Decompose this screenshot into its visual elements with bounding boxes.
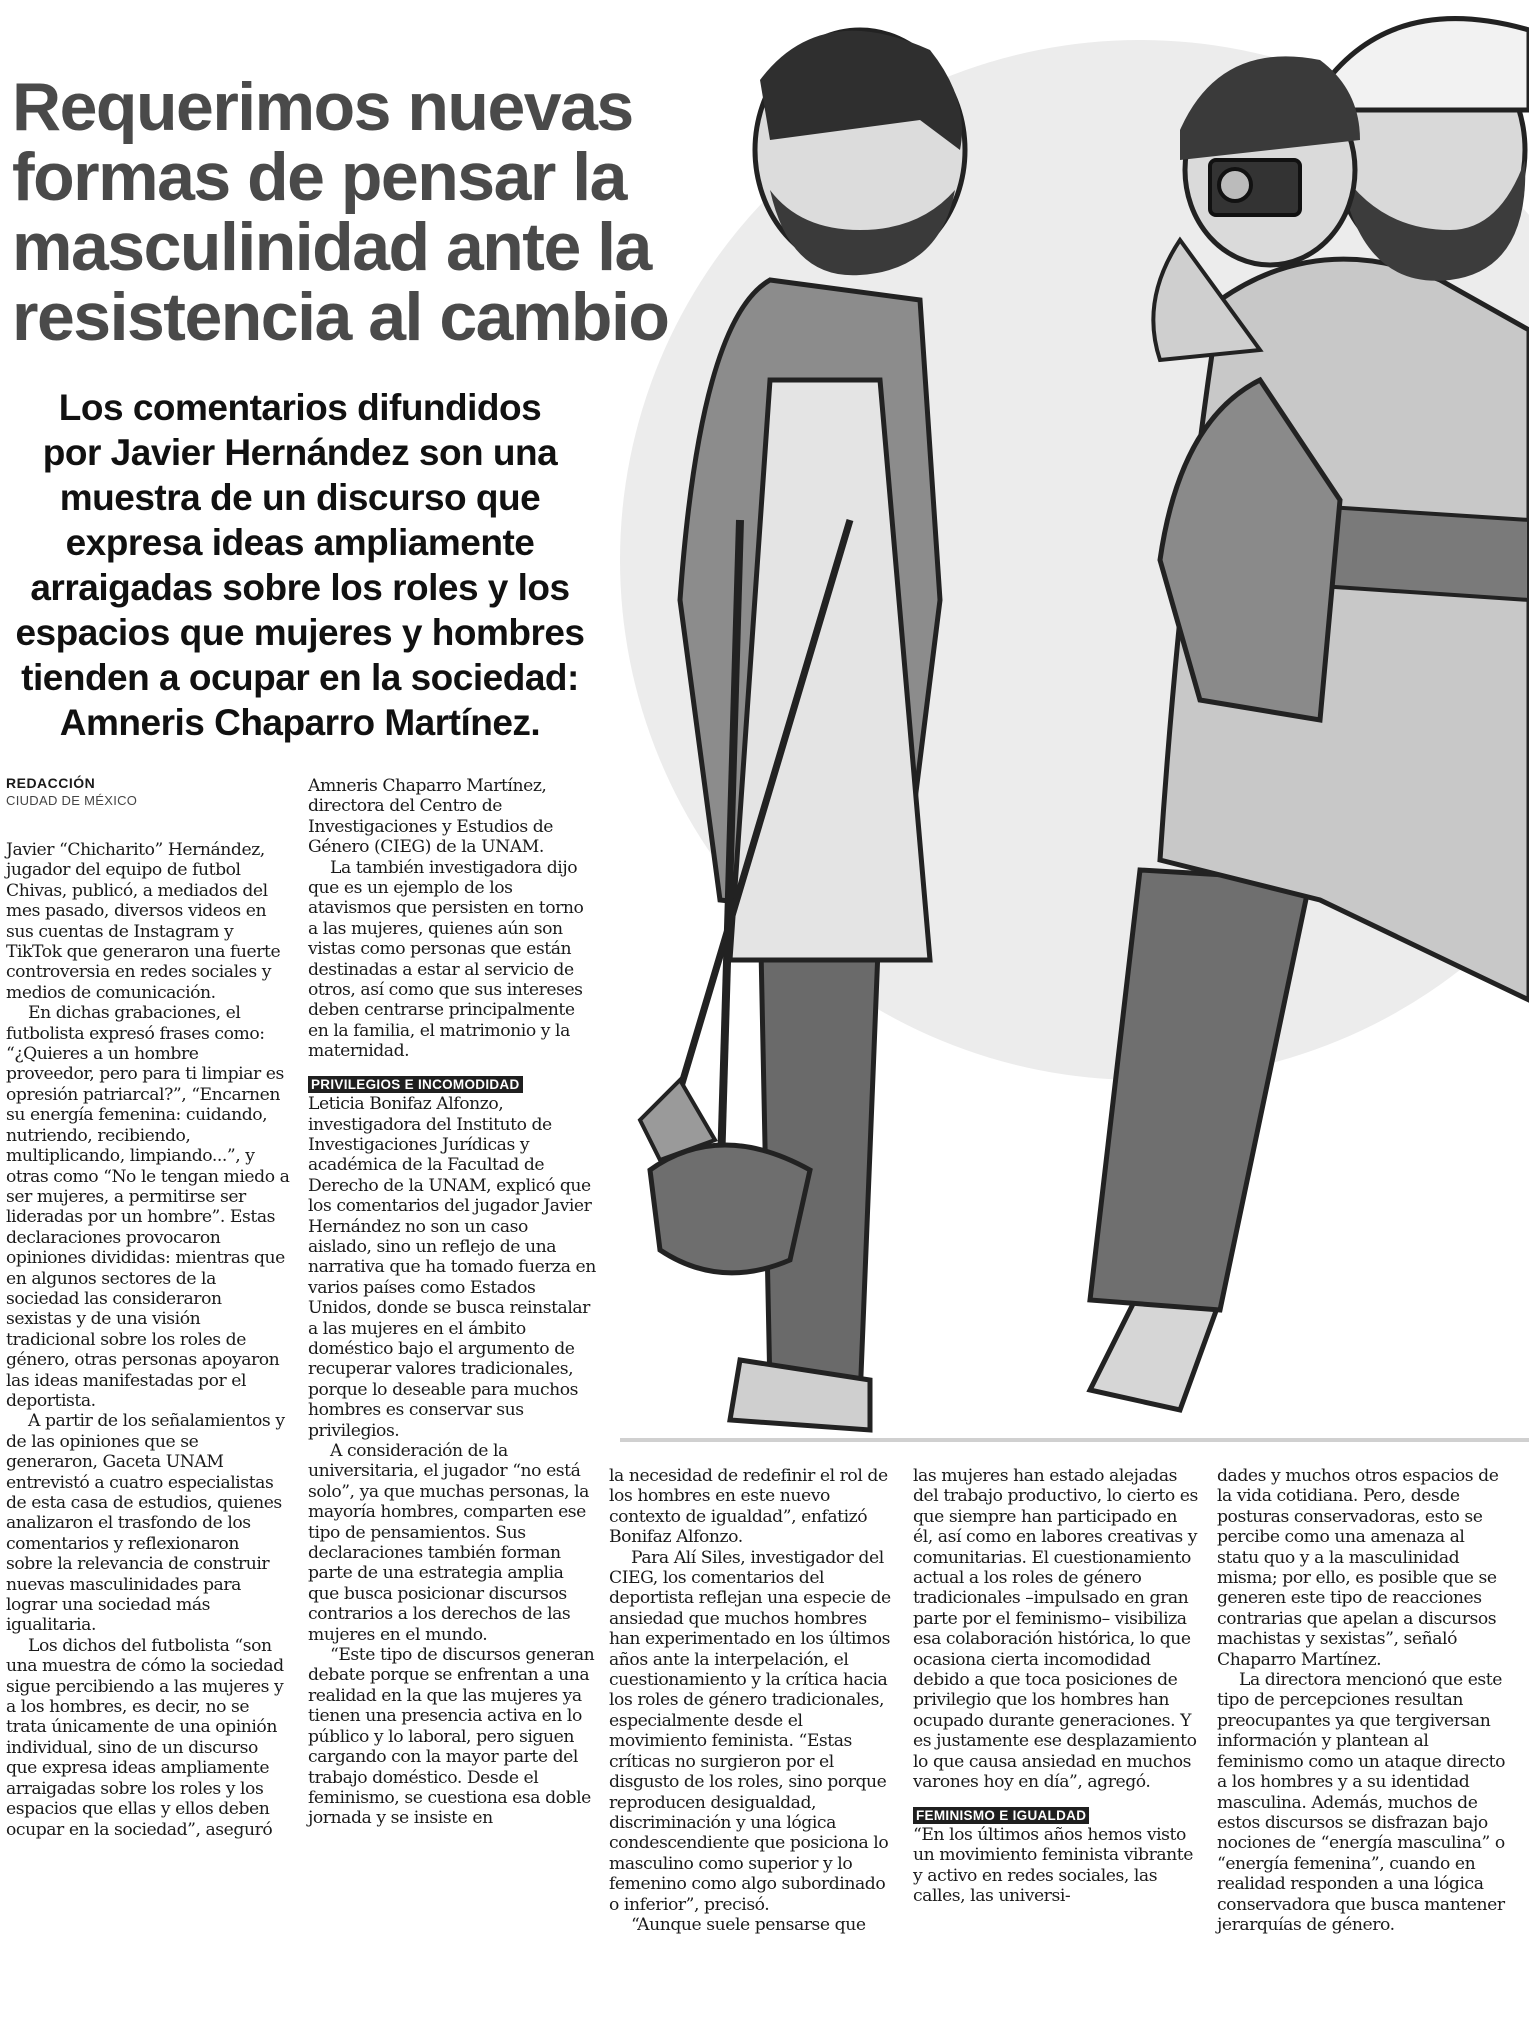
headline xyxy=(12,69,669,355)
subhead-line: espacios que mujeres y hombres xyxy=(15,612,585,653)
illustration-men-domestic-roles xyxy=(620,0,1529,1460)
subhead-line: arraigadas sobre los roles y los xyxy=(30,567,570,608)
subhead-line: expresa ideas ampliamente xyxy=(65,522,535,563)
headline-line: resistencia al cambio xyxy=(12,279,669,355)
subhead-line: tienden a ocupar en la sociedad: xyxy=(21,657,579,698)
article-column-4 xyxy=(913,1466,1201,1907)
article-column-5 xyxy=(1217,1466,1507,1935)
subhead-line: muestra de un discurso que xyxy=(59,477,541,518)
paragraph: Los dichos del futbolista “son una muestra de cómo la sociedad sigue percibiendo a las mujeres y a los hombres, es decir, no se trata únicamente de una opinión individual, sino de un discurso que expresa ideas ampliamente arraigadas sobre los roles y los espacios que ellas y ellos deben ocupar en la sociedad”, aseguró xyxy=(6,1635,284,1840)
headline-line: masculinidad ante la xyxy=(12,209,651,285)
subheadline xyxy=(0,385,600,745)
subhead-line: Los comentarios difundidos xyxy=(58,387,542,428)
paragraph: las mujeres han estado alejadas del trabajo productivo, lo cierto es que siempre han participado en él, así como en labores creativas y comunitarias. El cuestionamiento actual a los roles de género tradicionales –impulsado en gran parte por el feminismo– visibiliza esa colaboración histórica, lo que ocasiona cierta incomodidad debido a que toca posiciones de privilegio que los hombres han ocupado durante generaciones. Y es justamente ese desplazamiento lo que causa ansiedad en muchos varones hoy en día”, agregó. xyxy=(913,1466,1198,1793)
paragraph: Para Alí Siles, investigador del CIEG, los comentarios del deportista reflejan una especie de ansiedad que muchos hombres han experimentado en los últimos años ante la interpelación, el cuestionamiento y la crítica hacia los roles de género tradicionales, especialmente desde el movimiento feminista. “Estas críticas no surgieron por el disgusto de los roles, sino porque reproducen desigualdad, discriminación y una lógica condescendiente que posiciona lo masculino como superior y lo femenino como algo subordinado o inferior”, precisó. xyxy=(609,1547,891,1915)
paragraph: A partir de los señalamientos y de las opiniones que se generaron, Gaceta UNAM entrevistó a cuatro especialistas de esta casa de estudios, quienes analizaron el trasfondo de los comentarios y reflexionaron sobre la relevancia de construir nuevas masculinidades para lograr una sociedad más igualitaria. xyxy=(6,1411,285,1636)
section-heading: PRIVILEGIOS E INCOMODIDAD xyxy=(308,1076,523,1093)
paragraph: “Aunque suele pensarse que xyxy=(631,1914,866,1935)
byline xyxy=(6,775,296,808)
article-column-2 xyxy=(308,776,596,1829)
paragraph: “Este tipo de discursos generan debate porque se enfrentan a una realidad en la que las mujeres ya tienen una presencia activa en lo público y lo laboral, pero siguen cargando con la mayor parte del trabajo doméstico. Desde el feminismo, se cuestiona esa doble jornada y se insiste en xyxy=(308,1645,595,1829)
paragraph: Leticia Bonifaz Alfonzo, investigadora del Instituto de Investigaciones Jurídicas y académica de la Facultad de Derecho de la UNAM, explicó que los comentarios del jugador Javier Hernández no son un caso aislado, sino un reflejo de una narrativa que ha tomado fuerza en varios países como Estados Unidos, donde se busca reinstalar a las mujeres en el ámbito doméstico bajo el argumento de recuperar valores tradicionales, porque lo deseable para muchos hombres es conservar sus privilegios. xyxy=(308,1094,596,1441)
section-heading: FEMINISMO E IGUALDAD xyxy=(913,1807,1089,1824)
byline-author: REDACCIÓN xyxy=(6,775,96,791)
subhead-line: por Javier Hernández son una xyxy=(42,432,558,473)
subhead-line: Amneris Chaparro Martínez. xyxy=(59,702,541,743)
paragraph: La también investigadora dijo que es un ejemplo de los atavismos que persisten en torno a las mujeres, quienes aún son vistas como personas que están destinadas a estar al servicio de otros, así como que sus intereses deben centrarse principalmente en la familia, el matrimonio y la maternidad. xyxy=(308,857,584,1062)
paragraph: En dichas grabaciones, el futbolista expresó frases como: “¿Quieres a un hombre proveedor, pero para ti limpiar es opresión patriarcal?”, “Encarnen su energía femenina: cuidando, nutriendo, recibiendo, multiplicando, limpiando...”, y otras como “No le tengan miedo a ser mujeres, a permitirse ser lideradas por un hombre”. Estas declaraciones provocaron opiniones divididas: mientras que en algunos sectores de la sociedad las consideraron sexistas y de una visión tradicional sobre los roles de género, otras personas apoyaron las ideas manifestadas por el deportista. xyxy=(6,1003,290,1411)
paragraph: Amneris Chaparro Martínez, directora del Centro de Investigaciones y Estudios de Género (CIEG) de la UNAM. xyxy=(308,776,553,858)
headline-line: formas de pensar la xyxy=(12,139,626,215)
paragraph: A consideración de la universitaria, el jugador “no está solo”, ya que muchas personas, la mayoría hombres, comparten ese tipo de pensamientos. Sus declaraciones también forman parte de una estrategia amplia que busca posicionar discursos contrarios a los derechos de las mujeres en el mundo. xyxy=(308,1441,589,1645)
article-column-1 xyxy=(6,840,290,1840)
paragraph: “En los últimos años hemos visto un movimiento feminista vibrante y activo en redes sociales, las calles, las universi- xyxy=(913,1824,1193,1907)
paragraph: la necesidad de redefinir el rol de los hombres en este nuevo contexto de igualdad”, enfatizó Bonifaz Alfonzo. xyxy=(609,1466,888,1548)
paragraph: dades y muchos otros espacios de la vida cotidiana. Pero, desde posturas conservadoras, esto se percibe como una amenaza al statu quo y a la masculinidad misma; por ello, es posible que se generen este tipo de reacciones contrarias que apelan a discursos machistas y sexistas”, señaló Chaparro Martínez. xyxy=(1217,1466,1499,1670)
article-column-3 xyxy=(609,1466,897,1935)
headline-line: Requerimos nuevas xyxy=(12,69,633,145)
paragraph: La directora mencionó que este tipo de percepciones resultan preocupantes ya que tergiversan información y plantean al feminismo como un ataque directo a los hombres y a su identidad masculina. Además, muchos de estos discursos se disfrazan bajo nociones de “energía masculina” o “energía femenina”, cuando en realidad responden a una lógica conservadora que busca mantener jerarquías de género. xyxy=(1217,1670,1505,1935)
paragraph: Javier “Chicharito” Hernández, jugador del equipo de futbol Chivas, publicó, a mediados del mes pasado, diversos videos en sus cuentas de Instagram y TikTok que generaron una fuerte controversia en redes sociales y medios de comunicación. xyxy=(6,840,281,1003)
byline-location: CIUDAD DE MÉXICO xyxy=(6,793,138,808)
